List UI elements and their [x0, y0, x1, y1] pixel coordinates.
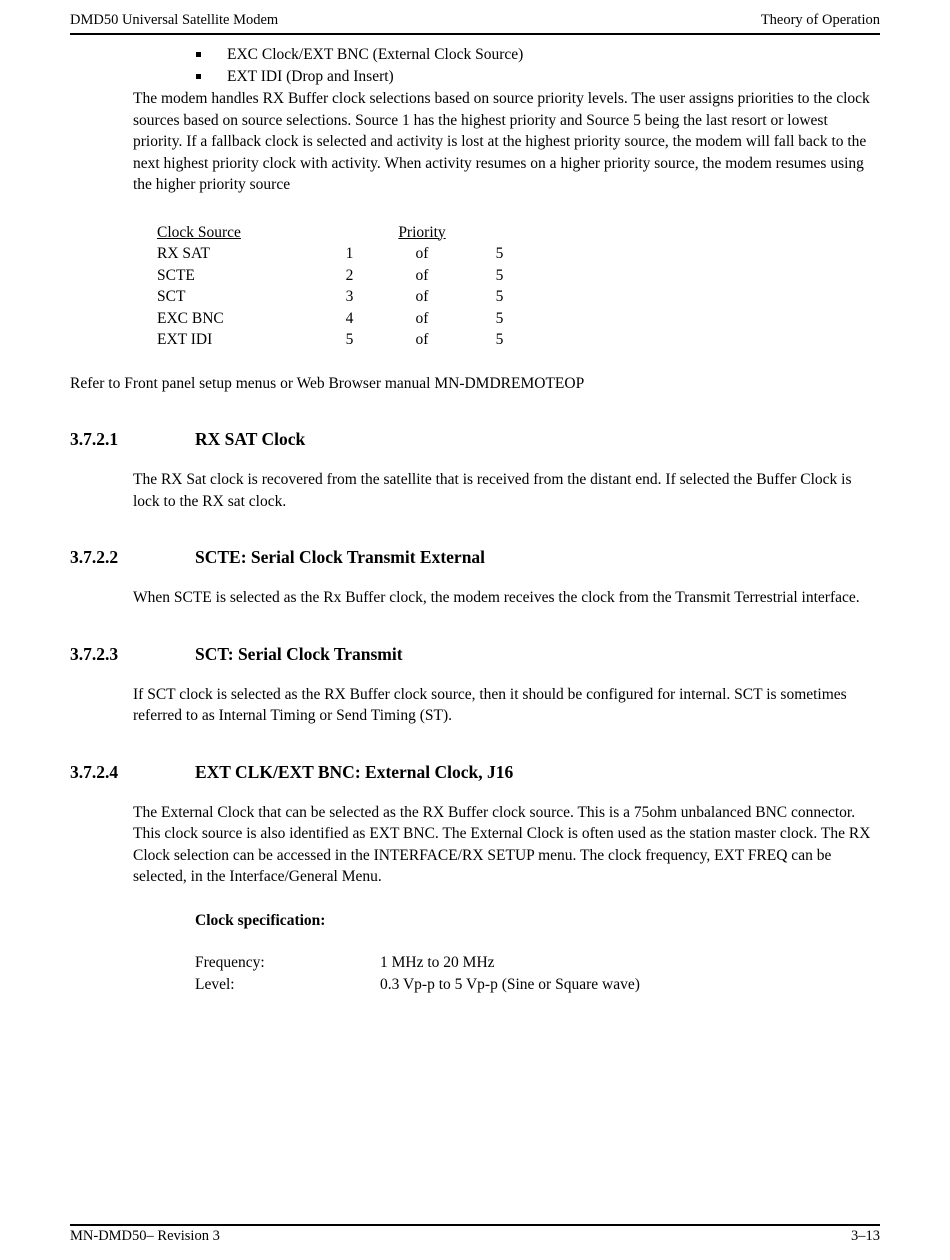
cell-source: RX SAT	[157, 245, 210, 262]
intro-paragraph: The modem handles RX Buffer clock selections based on source priority levels. The user assigns priorities to the clock sources based on source selections. Source 1 has the highest priority and Source 5 being the last resort or lowest priority. If a fallback clock is selected and activity is lost at the highest priority source, the modem will fall back to the next highest priority clock with activity. When activity resumes on a higher priority source, the modem resumes using the higher priority source	[133, 90, 870, 193]
section-title: RX SAT Clock	[195, 429, 306, 449]
footer-rule	[70, 1224, 880, 1226]
cell-total: 5	[495, 309, 504, 327]
header-chapter-title: Theory of Operation	[760, 12, 880, 28]
table-row	[157, 265, 532, 287]
table-row	[157, 286, 532, 308]
section-number: 3.7.2.4	[70, 761, 119, 782]
table-row	[157, 308, 532, 330]
section-number: 3.7.2.1	[70, 429, 119, 449]
page-header	[70, 12, 880, 29]
section-paragraph: If SCT clock is selected as the RX Buffer clock source, then it should be configured for internal. SCT is sometimes referred to as Internal Timing or Send Timing (ST).	[133, 685, 847, 724]
table-row	[157, 243, 532, 265]
cell-of: of	[415, 266, 429, 284]
cell-priority-num: 1	[345, 245, 354, 262]
section-title: EXT CLK/EXT BNC: External Clock, J16	[195, 761, 514, 782]
header-document-title: DMD50 Universal Satellite Modem	[70, 12, 279, 28]
bullet-text: EXT IDI (Drop and Insert)	[227, 67, 394, 85]
cell-priority-num: 4	[345, 309, 354, 327]
cell-priority-num: 3	[345, 288, 354, 305]
table-header-row	[157, 222, 532, 244]
cell-priority-num: 2	[345, 266, 354, 284]
footer-page-number: 3–13	[851, 1228, 880, 1244]
cell-of: of	[415, 245, 429, 262]
column-header-clock-source: Clock Source	[157, 223, 241, 241]
section-number: 3.7.2.3	[70, 643, 119, 664]
section-title: SCTE: Serial Clock Transmit External	[195, 547, 486, 567]
section-heading-3-7-2-2	[70, 545, 880, 569]
clock-priority-table	[157, 222, 532, 351]
page-content	[70, 44, 880, 995]
cell-of: of	[415, 288, 429, 305]
cell-total: 5	[495, 288, 504, 305]
spec-value: 0.3 Vp-p to 5 Vp-p (Sine or Square wave)	[380, 975, 640, 993]
spec-label: Frequency:	[195, 954, 265, 971]
cell-source: EXC BNC	[157, 309, 224, 327]
square-bullet-icon	[196, 52, 201, 57]
page-footer	[70, 1228, 880, 1245]
column-header-priority: Priority	[398, 223, 446, 241]
spec-value: 1 MHz to 20 MHz	[380, 954, 495, 971]
section-heading-3-7-2-1	[70, 427, 880, 451]
square-bullet-icon	[196, 74, 201, 79]
list-item	[196, 66, 880, 88]
cell-total: 5	[495, 266, 504, 284]
cell-source: EXT IDI	[157, 331, 213, 348]
section-number: 3.7.2.2	[70, 547, 119, 567]
clock-specification-rows	[195, 952, 880, 995]
header-rule	[70, 33, 880, 35]
spec-row-frequency	[195, 952, 880, 974]
cell-of: of	[415, 331, 429, 348]
cell-total: 5	[495, 245, 504, 262]
footer-document-revision: MN-DMD50– Revision 3	[70, 1228, 220, 1244]
section-heading-3-7-2-3	[70, 642, 880, 666]
spec-row-level	[195, 974, 880, 996]
section-paragraph: The RX Sat clock is recovered from the satellite that is received from the distant end. If selected the Buffer Clock is lock to the RX sat clock.	[133, 471, 852, 510]
refer-line: Refer to Front panel setup menus or Web Browser manual MN-DMDREMOTEOP	[70, 374, 585, 392]
cell-total: 5	[495, 331, 504, 348]
section-heading-3-7-2-4	[70, 760, 880, 784]
bullet-text: EXC Clock/EXT BNC (External Clock Source)	[227, 46, 524, 63]
clock-specification-title: Clock specification:	[195, 911, 326, 929]
cell-source: SCTE	[157, 266, 195, 284]
clock-source-bullet-list	[196, 44, 880, 87]
cell-priority-num: 5	[345, 331, 354, 348]
section-paragraph: When SCTE is selected as the Rx Buffer clock, the modem receives the clock from the Transmit Terrestrial interface.	[133, 589, 860, 606]
table-row	[157, 329, 532, 351]
cell-source: SCT	[157, 288, 186, 305]
section-paragraph: The External Clock that can be selected as the RX Buffer clock source. This is a 75ohm unbalanced BNC connector. This clock source is also identified as EXT BNC. The External Clock is often used as the station master clock. The RX Clock selection can be accessed in the INTERFACE/RX SETUP menu. The clock frequency, EXT FREQ can be selected, in the Interface/General Menu.	[133, 803, 871, 885]
list-item	[196, 44, 880, 66]
spec-label: Level:	[195, 975, 235, 993]
cell-of: of	[415, 309, 429, 327]
section-title: SCT: Serial Clock Transmit	[195, 643, 403, 664]
